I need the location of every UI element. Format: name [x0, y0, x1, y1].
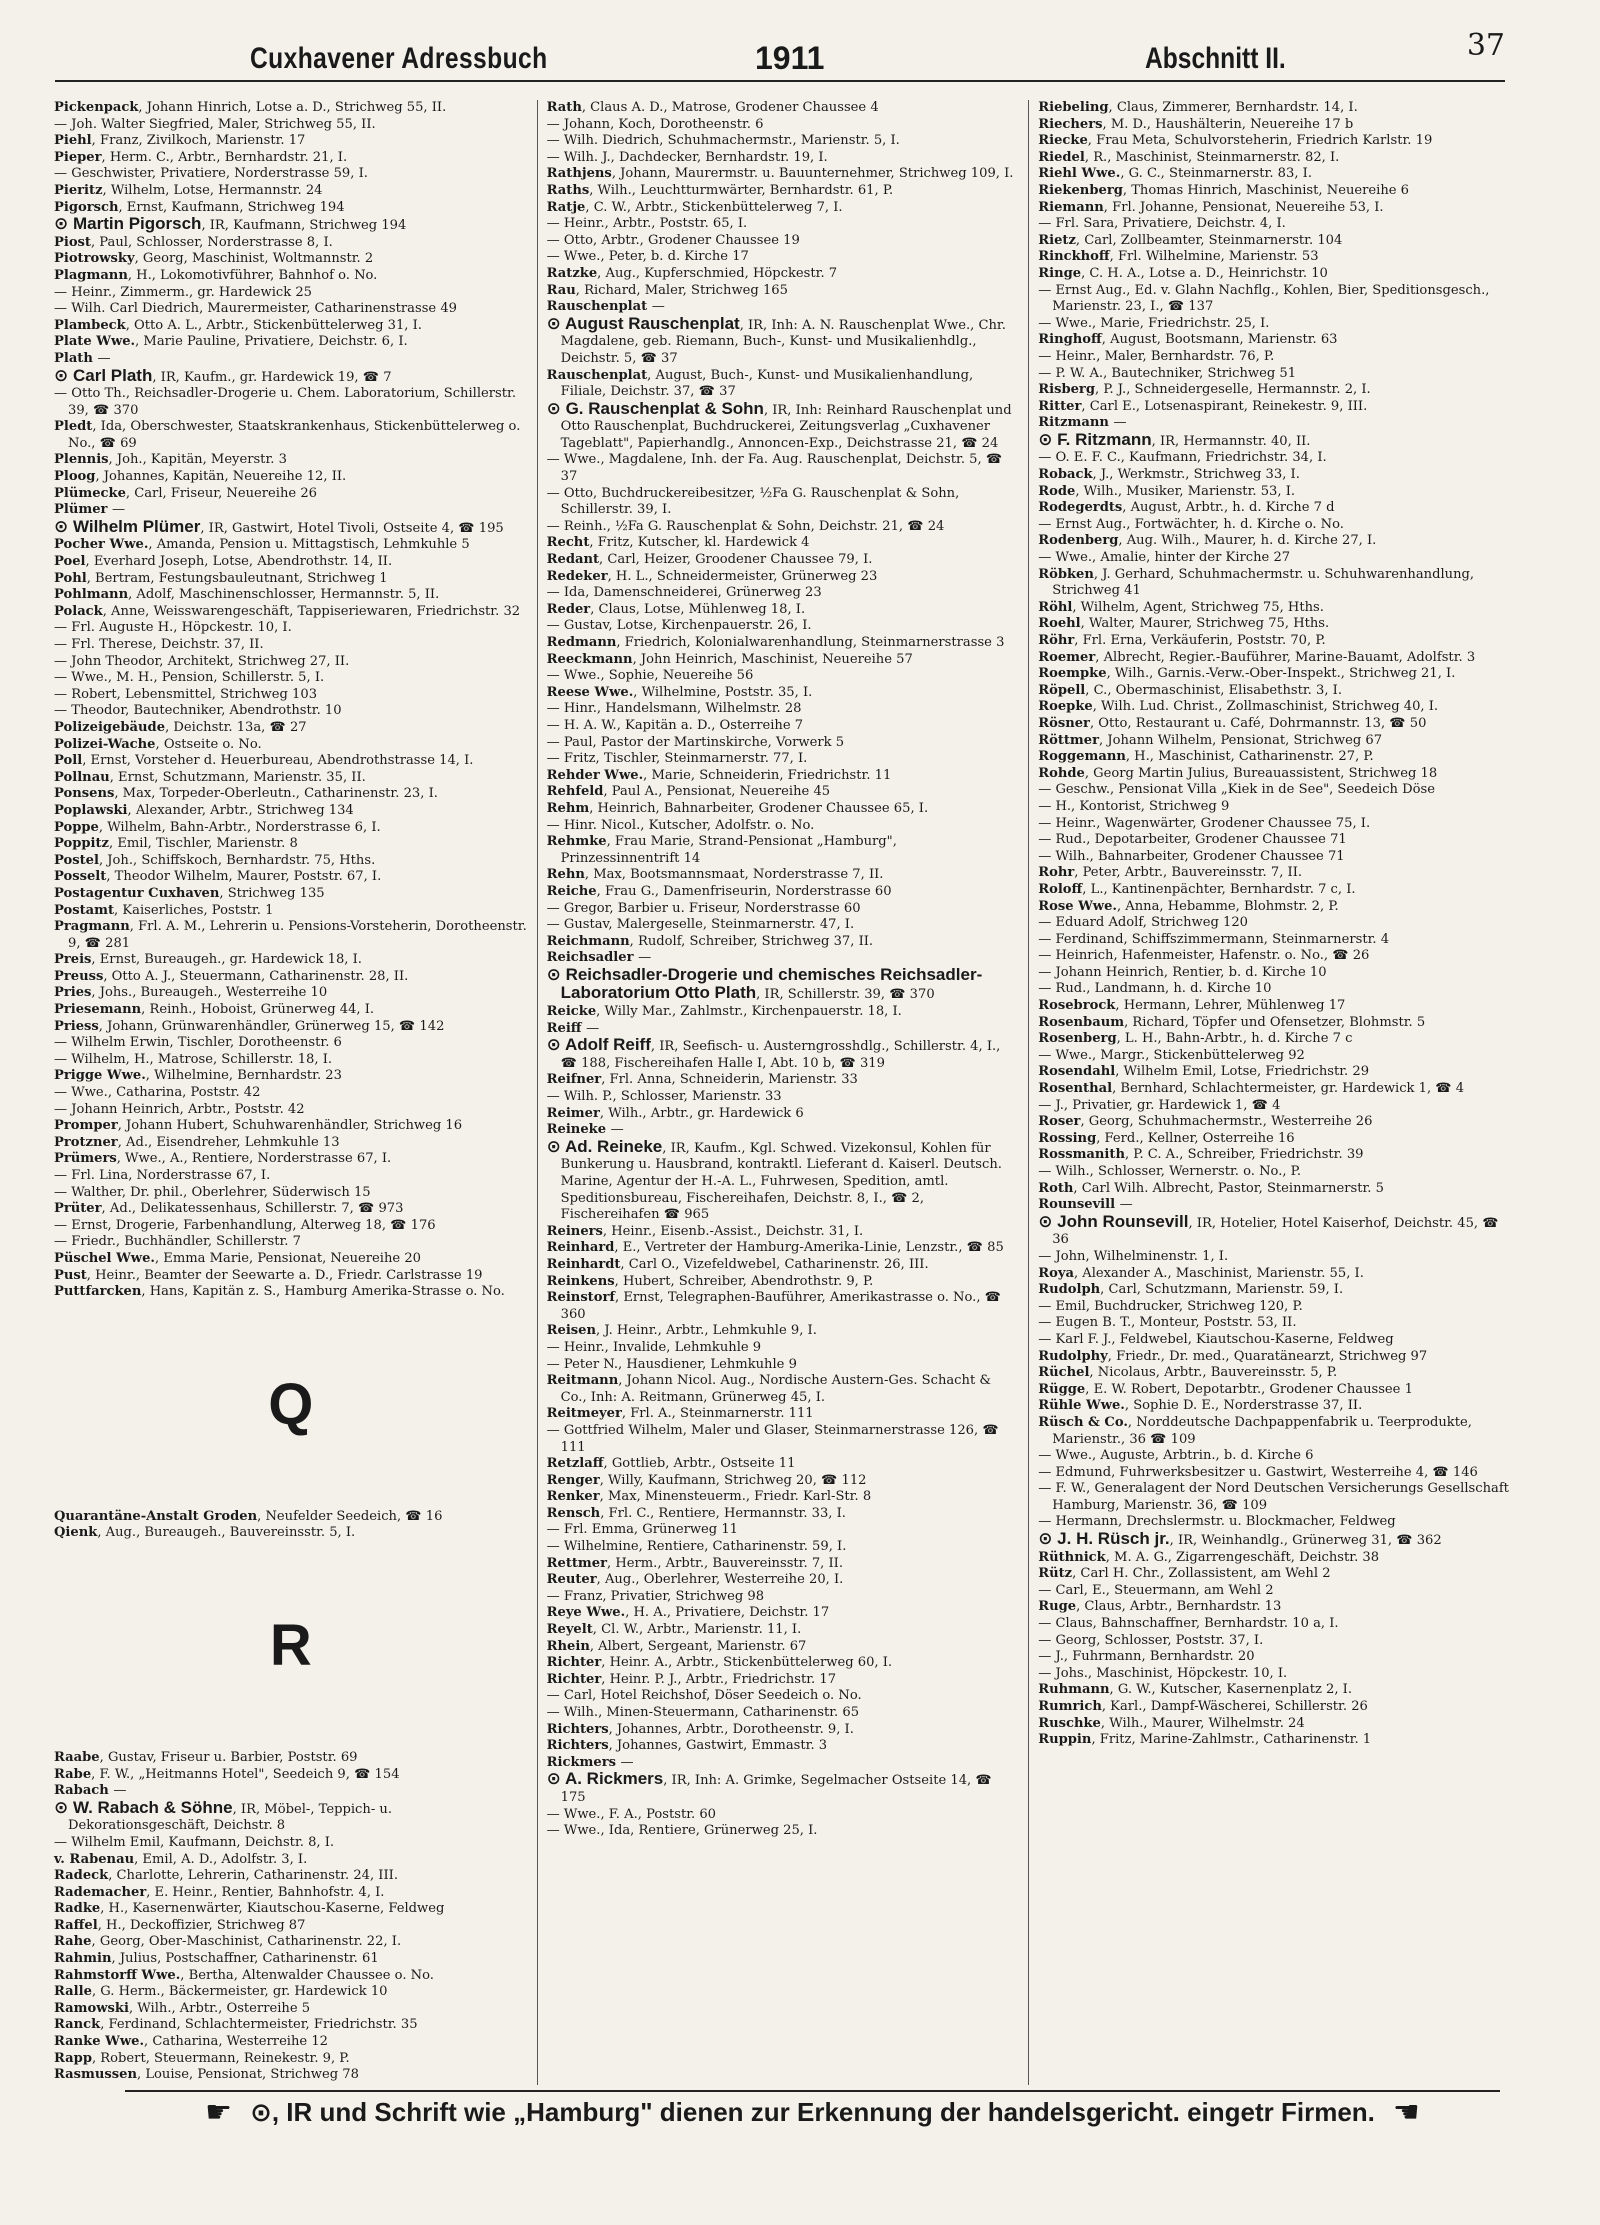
directory-entry: Redeker, H. L., Schneidermeister, Grünerweg 23: [546, 568, 878, 584]
firm-entry: ⊙ A. Rickmers, IR, Inh: A. Grimke, Segelmacher Ostseite 14, ☎ 175: [546, 1769, 992, 1805]
directory-entry: — Gustav, Lotse, Kirchenpauerstr. 26, I.: [546, 618, 812, 634]
directory-entry: Rademacher, E. Heinr., Rentier, Bahnhofstr. 4, I.: [54, 1884, 385, 1900]
directory-entry: Rohr, Peter, Arbtr., Bauvereinsstr. 7, II.: [1038, 865, 1303, 881]
directory-entry: — Johann, Koch, Dorotheenstr. 6: [546, 116, 764, 132]
directory-entry: Prigge Wwe., Wilhelmine, Bernhardstr. 23: [54, 1068, 342, 1084]
directory-entry: — Wwe., F. A., Poststr. 60: [546, 1806, 717, 1822]
directory-entry: Pohlmann, Adolf, Maschinenschlosser, Hermannstr. 5, II.: [54, 587, 440, 603]
directory-entry: Rügge, E. W. Robert, Depotarbtr., Grodener Chaussee 1: [1038, 1381, 1413, 1397]
directory-entry: Roggemann, H., Maschinist, Catharinenstr. 27, P.: [1038, 749, 1374, 765]
footer-note: ⊙, IR und Schrift wie „Hamburg" dienen zur Erkennung der handelsgericht. eingetr Firmen.: [250, 2096, 1375, 2127]
directory-entry: Reicke, Willy Mar., Zahlmstr., Kirchenpauerstr. 18, I.: [546, 1004, 902, 1020]
firm-entry: ⊙ Wilhelm Plümer, IR, Gastwirt, Hotel Tivoli, Ostseite 4, ☎ 195: [54, 516, 504, 536]
directory-entry: — Reinh., ½Fa G. Rauschenplat & Sohn, Deichstr. 21, ☎ 24: [546, 518, 945, 534]
firm-entry: ⊙ F. Ritzmann, IR, Hermannstr. 40, II.: [1038, 429, 1311, 449]
year: 1911: [755, 40, 825, 76]
directory-entry: Rehfeld, Paul A., Pensionat, Neuereihe 45: [546, 784, 831, 800]
directory-entry: Rudolphy, Friedr., Dr. med., Quaratänearzt, Strichweg 97: [1038, 1348, 1428, 1364]
directory-entry: Riehl Wwe., G. C., Steinmarnerstr. 83, I.: [1038, 166, 1312, 182]
directory-entry: Plate Wwe., Marie Pauline, Privatiere, Deichstr. 6, I.: [54, 334, 408, 350]
directory-entry: Ringe, C. H. A., Lotse a. D., Heinrichstr. 10: [1038, 265, 1328, 281]
directory-entry: — John Theodor, Architekt, Strichweg 27, II.: [54, 653, 350, 669]
directory-entry: — Georg, Schlosser, Poststr. 37, I.: [1038, 1632, 1264, 1648]
directory-entry: Roempke, Wilh., Garnis.-Verw.-Ober-Inspekt., Strichweg 21, I.: [1038, 666, 1456, 682]
directory-entry: Pohl, Bertram, Festungsbauleutnant, Strichweg 1: [54, 570, 388, 586]
directory-entry: Reye Wwe., H. A., Privatiere, Deichstr. 17: [546, 1605, 830, 1621]
directory-entry: — Rud., Depotarbeiter, Grodener Chaussee 71: [1038, 832, 1347, 848]
directory-entry: Plennis, Joh., Kapitän, Meyerstr. 3: [54, 452, 287, 468]
directory-entry: — Wilhelm, H., Matrose, Schillerstr. 18, I.: [54, 1051, 333, 1067]
directory-entry: Poll, Ernst, Vorsteher d. Heuerbureau, Abendrothstrasse 14, I.: [54, 753, 474, 769]
directory-entry: — Otto, Buchdruckereibesitzer, ½Fa G. Rauschenplat & Sohn, Schillerstr. 39, I.: [546, 485, 960, 518]
directory-entry: — Wilh., Schlosser, Wernerstr. o. No., P.: [1038, 1164, 1301, 1179]
directory-entry: Pledt, Ida, Oberschwester, Staatskrankenhaus, Stickenbüttelerweg o. No., ☎ 69: [54, 419, 521, 451]
directory-entry: Prüter, Ad., Delikatessenhaus, Schillerstr. 7, ☎ 973: [54, 1201, 404, 1217]
directory-entry: Ritter, Carl E., Lotsenaspirant, Reinekestr. 9, III.: [1038, 398, 1368, 414]
directory-entry: Röhr, Frl. Erna, Verkäuferin, Poststr. 70, P.: [1038, 633, 1326, 648]
directory-entry: Renger, Willy, Kaufmann, Strichweg 20, ☎ 112: [546, 1472, 867, 1488]
directory-entry: — Wwe., Sophie, Neuereihe 56: [546, 668, 754, 684]
directory-entry: Postamt, Kaiserliches, Poststr. 1: [54, 902, 274, 918]
directory-entry: Rauschenplat —: [546, 299, 665, 315]
directory-entry: — Carl, E., Steuermann, am Wehl 2: [1038, 1582, 1274, 1598]
directory-entry: — Rud., Landmann, h. d. Kirche 10: [1038, 981, 1272, 997]
directory-entry: Rahmstorff Wwe., Bertha, Altenwalder Chaussee o. No.: [54, 1967, 434, 1983]
directory-entry: Rahmin, Julius, Postschaffner, Catharinenstr. 61: [54, 1951, 379, 1967]
directory-entry: — Gustav, Malergeselle, Steinmarnerstr. 47, I.: [546, 917, 855, 933]
directory-entry: Piehl, Franz, Zivilkoch, Marienstr. 17: [54, 133, 306, 149]
directory-entry: Rühle Wwe., Sophie D. E., Norderstrasse 37, II.: [1038, 1398, 1363, 1414]
directory-entry: Rahe, Georg, Ober-Maschinist, Catharinenstr. 22, I.: [54, 1934, 402, 1950]
directory-entry: — Wwe., Amalie, hinter der Kirche 27: [1038, 550, 1291, 566]
directory-entry: — Frl. Sara, Privatiere, Deichstr. 4, I.: [1038, 216, 1286, 232]
directory-entry: Postel, Joh., Schiffskoch, Bernhardstr. 75, Hths.: [54, 852, 376, 868]
directory-entry: Reiche, Frau G., Damenfriseurin, Norderstrasse 60: [546, 883, 892, 899]
directory-entry: Polack, Anne, Weisswarengeschäft, Tappiseriewaren, Friedrichstr. 32: [54, 603, 521, 619]
firm-entry: ⊙ W. Rabach & Söhne, IR, Möbel-, Teppich- u. Dekorationsgeschäft, Deichstr. 8: [54, 1797, 393, 1834]
directory-entry: — Otto Th., Reichsadler-Drogerie u. Chem. Laboratorium, Schillerstr. 39, ☎ 370: [54, 386, 516, 418]
directory-entry: — Ida, Damenschneiderei, Grünerweg 23: [546, 585, 822, 601]
directory-entry: Puttfarcken, Hans, Kapitän z. S., Hamburg Amerika-Strasse o. No.: [54, 1284, 505, 1300]
column-middle: [537, 100, 1029, 2085]
directory-entry: Ranke Wwe., Catharina, Westerreihe 12: [54, 2034, 329, 2050]
directory-entry: Pollnau, Ernst, Schutzmann, Marienstr. 35, II.: [54, 769, 366, 785]
directory-entry: Redmann, Friedrich, Kolonialwarenhandlung, Steinmarnerstrasse 3: [546, 635, 1005, 650]
directory-entry: — Wwe., Margr., Stickenbüttelerweg 92: [1038, 1047, 1305, 1063]
directory-entry: — Gregor, Barbier u. Friseur, Norderstrasse 60: [546, 900, 861, 916]
directory-entry: — Frl. Therese, Deichstr. 37, II.: [54, 637, 264, 652]
directory-entry: Pieritz, Wilhelm, Lotse, Hermannstr. 24: [54, 182, 323, 198]
directory-entry: Pocher Wwe., Amanda, Pension u. Mittagstisch, Lehmkuhle 5: [54, 537, 470, 553]
directory-entry: Poppe, Wilhelm, Bahn-Arbtr., Norderstrasse 6, I.: [54, 819, 381, 835]
directory-entry: — John, Wilhelminenstr. 1, I.: [1038, 1248, 1229, 1264]
directory-entry: — J., Fuhrmann, Bernhardstr. 20: [1038, 1649, 1255, 1665]
directory-entry: Ploog, Johannes, Kapitän, Neuereihe 12, II.: [54, 469, 347, 485]
directory-entry: — Wilhelmine, Rentiere, Catharinenstr. 59, I.: [546, 1539, 847, 1555]
directory-entry: — Wilh. P., Schlosser, Marienstr. 33: [546, 1089, 782, 1105]
directory-entry: Rehm, Heinrich, Bahnarbeiter, Grodener Chaussee 65, I.: [546, 800, 929, 816]
directory-entry: Retzlaff, Gottlieb, Arbtr., Ostseite 11: [546, 1456, 796, 1472]
directory-entry: — Wilhelm Emil, Kaufmann, Deichstr. 8, I.: [54, 1834, 335, 1850]
directory-entry: Richters, Johannes, Gastwirt, Emmastr. 3: [546, 1738, 828, 1754]
directory-entry: Rodegerdts, August, Arbtr., h. d. Kirche 7 d: [1038, 500, 1335, 516]
directory-entry: Roloff, L., Kantinenpächter, Bernhardstr. 7 c, I.: [1038, 881, 1356, 897]
directory-entry: Rosebrock, Hermann, Lehrer, Mühlenweg 17: [1038, 998, 1346, 1014]
directory-entry: — Heinr., Maler, Bernhardstr. 76, P.: [1038, 348, 1275, 364]
firm-entry: ⊙ Adolf Reiff, IR, Seefisch- u. Austerngrosshdlg., Schillerstr. 4, I., ☎ 188, Fischereihafen Halle I, Abt. 10 b, ☎ 319: [546, 1035, 1001, 1071]
directory-entry: — Franz, Privatier, Strichweg 98: [546, 1588, 765, 1604]
directory-entry: — Paul, Pastor der Martinskirche, Vorwerk 5: [546, 734, 845, 750]
directory-entry: — Eduard Adolf, Strichweg 120: [1038, 915, 1249, 931]
directory-entry: Reichmann, Rudolf, Schreiber, Strichweg 37, II.: [546, 933, 874, 949]
directory-entry: Riekenberg, Thomas Hinrich, Maschinist, Neuereihe 6: [1038, 182, 1410, 198]
directory-entry: Reuter, Aug., Oberlehrer, Westerreihe 20, I.: [546, 1572, 844, 1588]
directory-entry: Rietz, Carl, Zollbeamter, Steinmarnerstr. 104: [1038, 232, 1343, 248]
directory-entry: Rounsevill —: [1038, 1197, 1133, 1213]
directory-entry: Roth, Carl Wilh. Albrecht, Pastor, Steinmarnerstr. 5: [1038, 1180, 1384, 1196]
directory-entry: — Wilh. Carl Diedrich, Maurermeister, Catharinenstrasse 49: [54, 301, 457, 317]
directory-entry: Rosendahl, Wilhelm Emil, Lotse, Friedrichstr. 29: [1038, 1064, 1370, 1080]
directory-entry: Prümers, Wwe., A., Rentiere, Norderstrasse 67, I.: [54, 1151, 392, 1167]
section-letter: Q: [268, 1371, 314, 1437]
directory-entry: Promper, Johann Hubert, Schuhwarenhändler, Strichweg 16: [54, 1118, 463, 1134]
directory-entry: — Wwe., M. H., Pension, Schillerstr. 5, I.: [54, 670, 325, 686]
directory-entry: — Joh. Walter Siegfried, Maler, Strichweg 55, II.: [54, 116, 376, 132]
directory-entry: Rasmussen, Louise, Pensionat, Strichweg 78: [54, 2067, 359, 2083]
directory-entry: — Ernst Aug., Ed. v. Glahn Nachflg., Kohlen, Bier, Speditionsgesch., Marienstr. 23, I., ☎ 137: [1038, 282, 1490, 315]
directory-entry: Ritzmann —: [1038, 415, 1127, 431]
directory-entry: Postagentur Cuxhaven, Strichweg 135: [54, 885, 325, 901]
directory-entry: — Otto, Arbtr., Grodener Chaussee 19: [546, 232, 800, 248]
directory-entry: Plath —: [54, 350, 111, 366]
directory-entry: Raths, Wilh., Leuchtturmwärter, Bernhardstr. 61, P.: [546, 182, 894, 198]
directory-entry: — J., Privatier, gr. Hardewick 1, ☎ 4: [1038, 1097, 1281, 1113]
directory-entry: — Carl, Hotel Reichshof, Döser Seedeich o. No.: [546, 1688, 862, 1704]
directory-entry: Ruppin, Fritz, Marine-Zahlmstr., Catharinenstr. 1: [1038, 1732, 1372, 1748]
firm-entry: ⊙ J. H. Rüsch jr., IR, Weinhandlg., Grünerweg 31, ☎ 362: [1038, 1529, 1442, 1549]
directory-entry: — Wwe., Peter, b. d. Kirche 17: [546, 249, 749, 265]
directory-entry: Reitmeyer, Frl. A., Steinmarnerstr. 111: [546, 1406, 814, 1422]
directory-entry: Reinkens, Hubert, Schreiber, Abendrothstr. 9, P.: [546, 1273, 874, 1289]
directory-entry: Rehn, Max, Bootsmannsmaat, Norderstrasse 7, II.: [546, 867, 884, 883]
directory-entry: Rath, Claus A. D., Matrose, Grodener Chaussee 4: [546, 100, 879, 115]
directory-entry: Reisen, J. Heinr., Arbtr., Lehmkuhle 9, I.: [546, 1323, 817, 1339]
directory-entry: Roback, J., Werkmstr., Strichweg 33, I.: [1038, 467, 1300, 483]
directory-entry: — Walther, Dr. phil., Oberlehrer, Süderwisch 15: [54, 1184, 371, 1200]
book-title: Cuxhavener Adressbuch: [250, 42, 548, 75]
directory-entry: Ranck, Ferdinand, Schlachtermeister, Friedrichstr. 35: [54, 2017, 418, 2033]
directory-entry: Rossmanith, P. C. A., Schreiber, Friedrichstr. 39: [1038, 1147, 1364, 1163]
directory-entry: Rapp, Robert, Steuermann, Reinekestr. 9, P.: [54, 2050, 350, 2066]
directory-entry: Reinhardt, Carl O., Vizefeldwebel, Catharinenstr. 26, III.: [546, 1256, 929, 1272]
directory-entry: Ruge, Claus, Arbtr., Bernhardstr. 13: [1038, 1599, 1282, 1615]
directory-entry: — Fritz, Tischler, Steinmarnerstr. 77, I.: [546, 751, 808, 767]
directory-entry: Rosenbaum, Richard, Töpfer und Ofensetzer, Blohmstr. 5: [1038, 1014, 1426, 1030]
directory-entry: — Ferdinand, Schiffszimmermann, Steinmarnerstr. 4: [1038, 931, 1390, 947]
directory-entry: Polizei-Wache, Ostseite o. No.: [54, 736, 262, 752]
firm-entry: ⊙ Reichsadler-Drogerie und chemisches Reichsadler-Laboratorium Otto Plath, IR, Schillerstr. 39, ☎ 370: [546, 964, 983, 1003]
directory-entry: — P. W. A., Bautechniker, Strichweg 51: [1038, 365, 1297, 381]
directory-entry: — Wwe., Catharina, Poststr. 42: [54, 1085, 261, 1101]
directory-entry: — Theodor, Bautechniker, Abendrothstr. 10: [54, 703, 342, 719]
directory-entry: Reineke —: [546, 1122, 624, 1138]
directory-entry: — Edmund, Fuhrwerksbesitzer u. Gastwirt, Westerreihe 4, ☎ 146: [1038, 1464, 1478, 1480]
directory-entry: Püschel Wwe., Emma Marie, Pensionat, Neuereihe 20: [54, 1250, 421, 1266]
directory-entry: — O. E. F. C., Kaufmann, Friedrichstr. 34, I.: [1038, 450, 1327, 466]
directory-entry: Riebeling, Claus, Zimmerer, Bernhardstr. 14, I.: [1038, 100, 1358, 115]
directory-entry: Rumrich, Karl., Dampf-Wäscherei, Schillerstr. 26: [1038, 1699, 1368, 1714]
directory-entry: — Frl. Emma, Grünerweg 11: [546, 1522, 738, 1538]
directory-entry: Priess, Johann, Grünwarenhändler, Grünerweg 15, ☎ 142: [54, 1018, 445, 1034]
directory-entry: Röhl, Wilhelm, Agent, Strichweg 75, Hths.: [1038, 599, 1324, 615]
directory-entry: — Ernst, Drogerie, Farbenhandlung, Alterweg 18, ☎ 176: [54, 1217, 436, 1233]
pointing-hand-icon: ☚: [1392, 2095, 1420, 2129]
directory-entry: Pieper, Herm. C., Arbtr., Bernhardstr. 21, I.: [54, 149, 348, 165]
directory-entry: Ringhoff, August, Bootsmann, Marienstr. 63: [1038, 332, 1338, 348]
directory-entry: Rose Wwe., Anna, Hebamme, Blohmstr. 2, P.: [1038, 898, 1339, 914]
firm-entry: ⊙ August Rauschenplat, IR, Inh: A. N. Rauschenplat Wwe., Chr. Magdalene, geb. Riemann, Buch-, Kunst- und Musikalienhdlg., Deichstr. 5, ☎ 37: [546, 313, 1006, 366]
directory-entry: Rüchel, Nicolaus, Arbtr., Bauvereinsstr. 5, P.: [1038, 1365, 1338, 1381]
directory-entry: — Geschwister, Privatiere, Norderstrasse 59, I.: [54, 166, 368, 182]
column-right: [1028, 100, 1520, 2085]
directory-entry: Rüthnick, M. A. G., Zigarrengeschäft, Deichstr. 38: [1038, 1549, 1380, 1565]
directory-entry: Polizeigebäude, Deichstr. 13a, ☎ 27: [54, 719, 307, 735]
directory-entry: Rüsch & Co., Norddeutsche Dachpappenfabrik u. Teerprodukte, Marienstr., 36 ☎ 109: [1038, 1414, 1472, 1447]
directory-entry: v. Rabenau, Emil, A. D., Adolfstr. 3, I.: [54, 1851, 308, 1867]
directory-entry: Plagmann, H., Lokomotivführer, Bahnhof o. No.: [54, 267, 378, 283]
directory-entry: Rabach —: [54, 1783, 127, 1799]
directory-entry: — Peter N., Hausdiener, Lehmkuhle 9: [546, 1356, 797, 1372]
directory-entry: Pries, Johs., Bureaugeh., Westerreihe 10: [54, 985, 328, 1001]
directory-entry: Risberg, P. J., Schneidergeselle, Hermannstr. 2, I.: [1038, 382, 1371, 398]
directory-entry: — Claus, Bahnschaffner, Bernhardstr. 10 a, I.: [1038, 1616, 1339, 1632]
directory-entry: Piotrowsky, Georg, Maschinist, Woltmannstr. 2: [54, 251, 374, 267]
directory-entry: Rode, Wilh., Musiker, Marienstr. 53, I.: [1038, 483, 1296, 499]
directory-entry: — F. W., Generalagent der Nord Deutschen Versicherungs Gesellschaft Hamburg, Marienstr. 36, ☎ 109: [1038, 1481, 1509, 1513]
directory-entry: — Eugen B. T., Monteur, Poststr. 53, II.: [1038, 1315, 1297, 1331]
directory-entry: — Geschw., Pensionat Villa „Kiek in de See", Seedeich Döse: [1038, 782, 1435, 798]
firm-entry: ⊙ Carl Plath, IR, Kaufm., gr. Hardewick 19, ☎ 7: [54, 365, 392, 385]
section-title: Abschnitt II.: [1145, 42, 1286, 75]
directory-entry: Rösner, Otto, Restaurant u. Café, Dohrmannstr. 13, ☎ 50: [1038, 715, 1427, 731]
directory-entry: — Hinr., Handelsmann, Wilhelmstr. 28: [546, 701, 802, 717]
directory-entry: Reitmann, Johann Nicol. Aug., Nordische Austern-Ges. Schacht & Co., Inh: A. Reitmann, Grünerweg 45, I.: [546, 1373, 992, 1405]
directory-entry: — Johann Heinrich, Rentier, b. d. Kirche 10: [1038, 964, 1327, 980]
directory-entry: — Frl. Auguste H., Höpckestr. 10, I.: [54, 620, 292, 636]
directory-entry: — Hinr. Nicol., Kutscher, Adolfstr. o. No.: [546, 817, 815, 833]
directory-entry: Rinckhoff, Frl. Wilhelmine, Marienstr. 53: [1038, 249, 1319, 265]
pointing-hand-icon: ☛: [205, 2095, 233, 2129]
directory-entry: Röbken, J. Gerhard, Schuhmachermstr. u. Schuhwarenhandlung, Strichweg 41: [1038, 566, 1475, 599]
firm-entry: ⊙ G. Rauschenplat & Sohn, IR, Inh: Reinhard Rauschenplat und Otto Rauschenplat, Buchdruckerei, Zeitungsverlag „Cuxhavener Tageblatt", Papierhandlg., Annoncen-Exp., Deichstrasse 21, ☎ 24: [546, 398, 1012, 451]
directory-entry: Raabe, Gustav, Friseur u. Barbier, Poststr. 69: [54, 1749, 358, 1765]
directory-entry: Poplawski, Alexander, Arbtr., Strichweg 134: [54, 802, 354, 818]
directory-entry: Raffel, H., Deckoffizier, Strichweg 87: [54, 1917, 306, 1933]
directory-entry: Pigorsch, Ernst, Kaufmann, Strichweg 194: [54, 199, 345, 215]
directory-entry: Recht, Fritz, Kutscher, kl. Hardewick 4: [546, 535, 810, 551]
directory-entry: Roser, Georg, Schuhmachermstr., Westerreihe 26: [1038, 1114, 1373, 1130]
directory-entry: Ratje, C. W., Arbtr., Stickenbüttelerweg 7, I.: [546, 199, 843, 215]
directory-entry: Radke, H., Kasernenwärter, Kiautschou-Kaserne, Feldweg: [54, 1901, 445, 1917]
directory-entry: Reiners, Heinr., Eisenb.-Assist., Deichstr. 31, I.: [546, 1223, 864, 1239]
directory-entry: — Gottfried Wilhelm, Maler und Glaser, Steinmarnerstrasse 126, ☎ 111: [546, 1422, 999, 1455]
directory-entry: Protzner, Ad., Eisendreher, Lehmkuhle 13: [54, 1134, 340, 1150]
directory-entry: — Ernst Aug., Fortwächter, h. d. Kirche o. No.: [1038, 516, 1344, 532]
directory-entry: — Heinr., Wagenwärter, Grodener Chaussee 75, I.: [1038, 815, 1371, 831]
directory-entry: — H., Kontorist, Strichweg 9: [1038, 798, 1230, 814]
directory-entry: — Wwe., Auguste, Arbtrin., b. d. Kirche 6: [1038, 1448, 1314, 1464]
directory-entry: Poel, Everhard Joseph, Lotse, Abendrothstr. 14, II.: [54, 554, 393, 570]
page-number: 37: [1466, 28, 1505, 63]
directory-entry: Pickenpack, Johann Hinrich, Lotse a. D., Strichweg 55, II.: [54, 100, 447, 115]
directory-entry: Rehder Wwe., Marie, Schneiderin, Friedrichstr. 11: [546, 767, 892, 783]
directory-entry: Ruhmann, G. W., Kutscher, Kasernenplatz 2, I.: [1038, 1682, 1353, 1698]
directory-entry: Preuss, Otto A. J., Steuermann, Catharinenstr. 28, II.: [54, 968, 409, 984]
directory-entry: Renker, Max, Minensteuerm., Friedr. Karl-Str. 8: [546, 1489, 872, 1505]
directory-entry: Riemann, Frl. Johanne, Pensionat, Neuereihe 53, I.: [1038, 199, 1384, 215]
firm-entry: ⊙ John Rounsevill, IR, Hotelier, Hotel Kaiserhof, Deichstr. 45, ☎ 36: [1038, 1211, 1499, 1248]
directory-entry: Reichsadler —: [546, 950, 652, 966]
directory-entry: — Friedr., Buchhändler, Schillerstr. 7: [54, 1234, 301, 1250]
directory-entry: Roehl, Walter, Maurer, Strichweg 75, Hths.: [1038, 616, 1330, 632]
directory-entry: Reyelt, Cl. W., Arbtr., Marienstr. 11, I.: [546, 1622, 802, 1638]
directory-entry: Rettmer, Herm., Arbtr., Bauvereinsstr. 7, II.: [546, 1555, 843, 1571]
directory-entry: Rathjens, Johann, Maurermstr. u. Bauunternehmer, Strichweg 109, I.: [546, 166, 1014, 182]
directory-entry: Rabe, F. W., „Heitmanns Hotel", Seedeich 9, ☎ 154: [54, 1766, 400, 1782]
column-left: [45, 100, 537, 2085]
directory-entry: Redant, Carl, Heizer, Groodener Chaussee 79, I.: [546, 552, 873, 568]
directory-entry: Rudolph, Carl, Schutzmann, Marienstr. 59, I.: [1038, 1282, 1344, 1298]
directory-entry: Röttmer, Johann Wilhelm, Pensionat, Strichweg 67: [1038, 732, 1383, 748]
directory-entry: — Wwe., Marie, Friedrichstr. 25, I.: [1038, 315, 1270, 331]
directory-entry: Rehmke, Frau Marie, Strand-Pensionat „Hamburg", Prinzessinnentrift 14: [546, 834, 897, 866]
directory-entry: — Heinrich, Hafenmeister, Hafenstr. o. No., ☎ 26: [1038, 948, 1370, 964]
directory-entry: Reimer, Wilh., Arbtr., gr. Hardewick 6: [546, 1105, 804, 1121]
directory-entry: Rohde, Georg Martin Julius, Bureauassistent, Strichweg 18: [1038, 765, 1438, 781]
directory-entry: Ratzke, Aug., Kupferschmied, Höpckestr. 7: [546, 265, 838, 281]
directory-entry: Rau, Richard, Maler, Strichweg 165: [546, 282, 788, 298]
directory-entry: Ponsens, Max, Torpeder-Oberleutn., Catharinenstr. 23, I.: [54, 786, 438, 802]
page-header: [55, 28, 1505, 82]
directory-entry: — Wilhelm Erwin, Tischler, Dorotheenstr. 6: [54, 1035, 342, 1051]
directory-entry: — Emil, Buchdrucker, Strichweg 120, P.: [1038, 1298, 1303, 1314]
directory-entry: Rickmers —: [546, 1754, 634, 1770]
directory-entry: Roya, Alexander A., Maschinist, Marienstr. 55, I.: [1038, 1265, 1364, 1281]
directory-entry: Röpell, C., Obermaschinist, Elisabethstr. 3, I.: [1038, 682, 1342, 698]
directory-entry: Reeckmann, John Heinrich, Maschinist, Neuereihe 57: [546, 651, 913, 667]
directory-entry: Plambeck, Otto A. L., Arbtr., Stickenbüttelerweg 31, I.: [54, 317, 422, 333]
directory-entry: Reinhard, E., Vertreter der Hamburg-Amerika-Linie, Lenzstr., ☎ 85: [546, 1240, 1004, 1256]
directory-columns: [45, 100, 1520, 2085]
page-footer: [125, 2090, 1500, 2132]
directory-entry: — Wilh. Diedrich, Schuhmachermstr., Marienstr. 5, I.: [546, 133, 900, 149]
directory-entry: — H. A. W., Kapitän a. D., Osterreihe 7: [546, 717, 804, 733]
directory-entry: — Johs., Maschinist, Höpckestr. 10, I.: [1038, 1665, 1288, 1681]
directory-entry: Pragmann, Frl. A. M., Lehrerin u. Pensions-Vorsteherin, Dorotheenstr. 9, ☎ 281: [54, 919, 527, 951]
directory-entry: — Wilh., Bahnarbeiter, Grodener Chaussee 71: [1038, 848, 1345, 864]
directory-entry: Rhein, Albert, Sergeant, Marienstr. 67: [546, 1638, 807, 1654]
directory-entry: Preis, Ernst, Bureaugeh., gr. Hardewick 18, I.: [54, 952, 362, 968]
directory-entry: Ruschke, Wilh., Maurer, Wilhelmstr. 24: [1038, 1715, 1305, 1731]
directory-entry: Riedel, R., Maschinist, Steinmarnerstr. 82, I.: [1038, 149, 1340, 165]
directory-entry: — Frl. Lina, Norderstrasse 67, I.: [54, 1168, 271, 1183]
directory-entry: Rütz, Carl H. Chr., Zollassistent, am Wehl 2: [1038, 1566, 1331, 1582]
directory-entry: — Wilh., Minen-Steuermann, Catharinenstr. 65: [546, 1705, 860, 1720]
directory-entry: Piost, Paul, Schlosser, Norderstrasse 8, I.: [54, 234, 333, 250]
directory-entry: — Heinr., Arbtr., Poststr. 65, I.: [546, 216, 748, 232]
directory-entry: Rauschenplat, August, Buch-, Kunst- und Musikalienhandlung, Filiale, Deichstr. 37, ☎ 37: [546, 367, 974, 400]
directory-entry: Ralle, G. Herm., Bäckermeister, gr. Hardewick 10: [54, 1984, 388, 2000]
directory-entry: Poppitz, Emil, Tischler, Marienstr. 8: [54, 836, 298, 852]
directory-entry: Roemer, Albrecht, Regier.-Bauführer, Marine-Bauamt, Adolfstr. 3: [1038, 649, 1476, 665]
firm-entry: ⊙ Martin Pigorsch, IR, Kaufmann, Strichweg 194: [54, 214, 407, 234]
directory-entry: Roepke, Wilh. Lud. Christ., Zollmaschinist, Strichweg 40, I.: [1038, 699, 1439, 715]
directory-entry: Reese Wwe., Wilhelmine, Poststr. 35, I.: [546, 684, 813, 700]
directory-entry: Reder, Claus, Lotse, Mühlenweg 18, I.: [546, 601, 806, 617]
directory-entry: — Heinr., Zimmerm., gr. Hardewick 25: [54, 284, 313, 300]
directory-entry: Plümecke, Carl, Friseur, Neuereihe 26: [54, 485, 317, 501]
directory-entry: Reinstorf, Ernst, Telegraphen-Bauführer, Amerikastrasse o. No., ☎ 360: [546, 1290, 1001, 1322]
directory-entry: — Robert, Lebensmittel, Strichweg 103: [54, 686, 318, 702]
directory-entry: — Karl F. J., Feldwebel, Kiautschou-Kaserne, Feldweg: [1038, 1331, 1394, 1347]
directory-entry: Richter, Heinr. A., Arbtr., Stickenbüttelerweg 60, I.: [546, 1655, 893, 1671]
directory-entry: Qienk, Aug., Bureaugeh., Bauvereinsstr. 5, I.: [54, 1525, 356, 1541]
directory-entry: Riechers, M. D., Haushälterin, Neuereihe 17 b: [1038, 116, 1354, 132]
directory-entry: Posselt, Theodor Wilhelm, Maurer, Poststr. 67, I.: [54, 869, 382, 885]
directory-entry: Richter, Heinr. P. J., Arbtr., Friedrichstr. 17: [546, 1671, 837, 1687]
directory-entry: Rensch, Frl. C., Rentiere, Hermannstr. 33, I.: [546, 1505, 846, 1521]
directory-entry: — Wwe., Magdalene, Inh. der Fa. Aug. Rauschenplat, Deichstr. 5, ☎ 37: [546, 452, 1003, 485]
directory-entry: — Wilh. J., Dachdecker, Bernhardstr. 19, I.: [546, 149, 828, 165]
directory-entry: Ramowski, Wilh., Arbtr., Osterreihe 5: [54, 2000, 311, 2016]
directory-entry: Reifner, Frl. Anna, Schneiderin, Marienstr. 33: [546, 1072, 858, 1088]
firm-entry: ⊙ Ad. Reineke, IR, Kaufm., Kgl. Schwed. Vizekonsul, Kohlen für Bunkerung u. Hausbrand, kontraktl. Lieferant d. Kaiserl. Deutsch. Marine, Agentur der H.-A. L., Fuhrwesen, Spedition, amtl. Speditionsbureau, Fischereihafen, Deichstr. 8, I., ☎ 2, Fischereihafen ☎ 965: [546, 1136, 1002, 1223]
directory-entry: Rosenberg, L. H., Bahn-Arbtr., h. d. Kirche 7 c: [1038, 1031, 1353, 1047]
directory-entry: Plümer —: [54, 502, 126, 518]
directory-entry: Pust, Heinr., Beamter der Seewarte a. D., Friedr. Carlstrasse 19: [54, 1267, 483, 1283]
directory-entry: — Johann Heinrich, Arbtr., Poststr. 42: [54, 1101, 305, 1117]
directory-entry: Rosenthal, Bernhard, Schlachtermeister, gr. Hardewick 1, ☎ 4: [1038, 1081, 1465, 1097]
directory-entry: Reiff —: [546, 1020, 600, 1036]
directory-entry: — Wwe., Ida, Rentiere, Grünerweg 25, I.: [546, 1823, 818, 1839]
directory-entry: Riecke, Frau Meta, Schulvorsteherin, Friedrich Karlstr. 19: [1038, 133, 1433, 149]
directory-entry: — Hermann, Drechslermstr. u. Blockmacher, Feldweg: [1038, 1514, 1396, 1530]
directory-entry: — Heinr., Invalide, Lehmkuhle 9: [546, 1339, 762, 1355]
directory-entry: Richters, Johannes, Arbtr., Dorotheenstr. 9, I.: [546, 1721, 854, 1737]
directory-entry: Quarantäne-Anstalt Groden, Neufelder Seedeich, ☎ 16: [54, 1508, 443, 1524]
directory-entry: Rossing, Ferd., Kellner, Osterreihe 16: [1038, 1130, 1295, 1146]
directory-entry: Radeck, Charlotte, Lehrerin, Catharinenstr. 24, III.: [54, 1868, 398, 1884]
section-letter: R: [269, 1612, 312, 1678]
directory-entry: Priesemann, Reinh., Hoboist, Grünerweg 44, I.: [54, 1002, 375, 1018]
directory-entry: Rodenberg, Aug. Wilh., Maurer, h. d. Kirche 27, I.: [1038, 533, 1377, 549]
